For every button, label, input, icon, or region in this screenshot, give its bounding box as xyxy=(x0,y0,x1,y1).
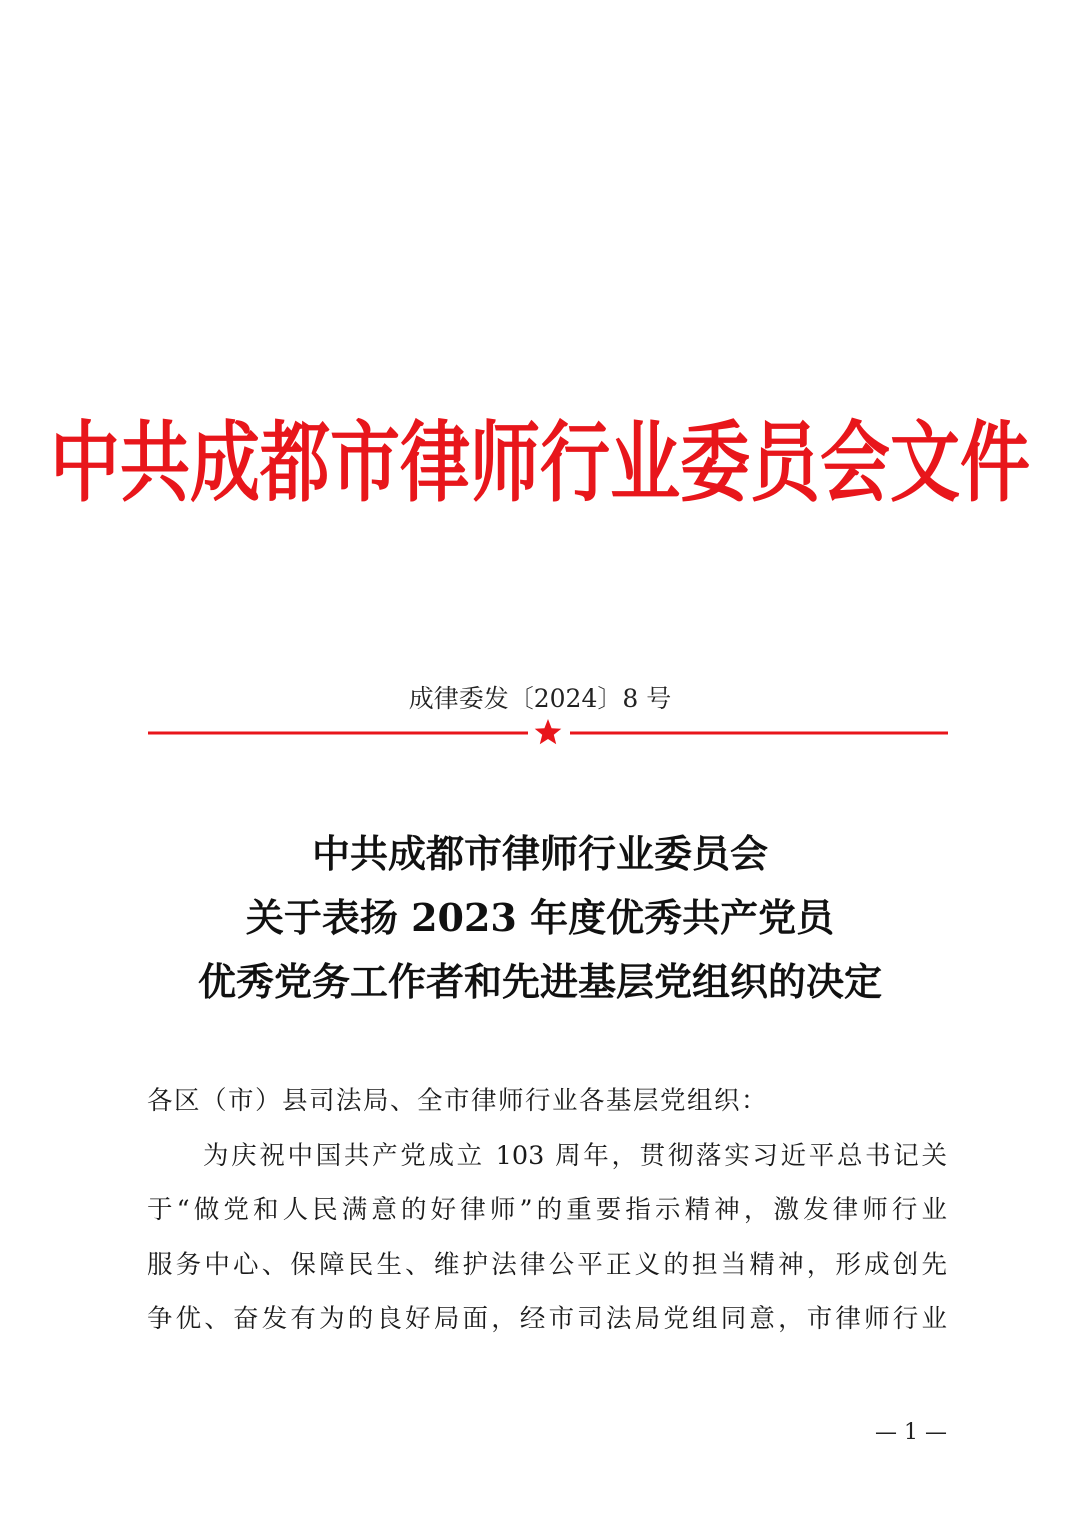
document-number: 成律委发〔2024〕8 号 xyxy=(408,684,672,713)
document-masthead: 中共成都市律师行业委员会文件 xyxy=(50,411,1030,515)
page-number: — 1 — xyxy=(875,1420,947,1445)
paragraph-line-3: 服务中心、保障民生、维护法律公平正义的担当精神，形成创先 xyxy=(147,1249,947,1280)
title-line-2: 关于表扬 2023 年度优秀共产党员 xyxy=(245,895,835,940)
title-line-1: 中共成都市律师行业委员会 xyxy=(311,831,768,876)
addressee-line: 各区（市）县司法局、全市律师行业各基层党组织： xyxy=(147,1086,769,1116)
red-star-divider xyxy=(148,718,948,748)
paragraph-line-4: 争优、奋发有为的良好局面，经市司法局党组同意，市律师行业 xyxy=(147,1304,947,1334)
document-title xyxy=(0,822,1080,1014)
paragraph-line-1: 为庆祝中国共产党成立 103 周年，贯彻落实习近平总书记关 xyxy=(203,1140,947,1171)
document-body xyxy=(147,1074,947,1347)
red-star-icon xyxy=(535,719,562,744)
title-line-3: 优秀党务工作者和先进基层党组织的决定 xyxy=(197,959,882,1004)
paragraph-line-2: 于“做党和人民满意的好律师”的重要指示精神，激发律师行业 xyxy=(147,1195,947,1225)
